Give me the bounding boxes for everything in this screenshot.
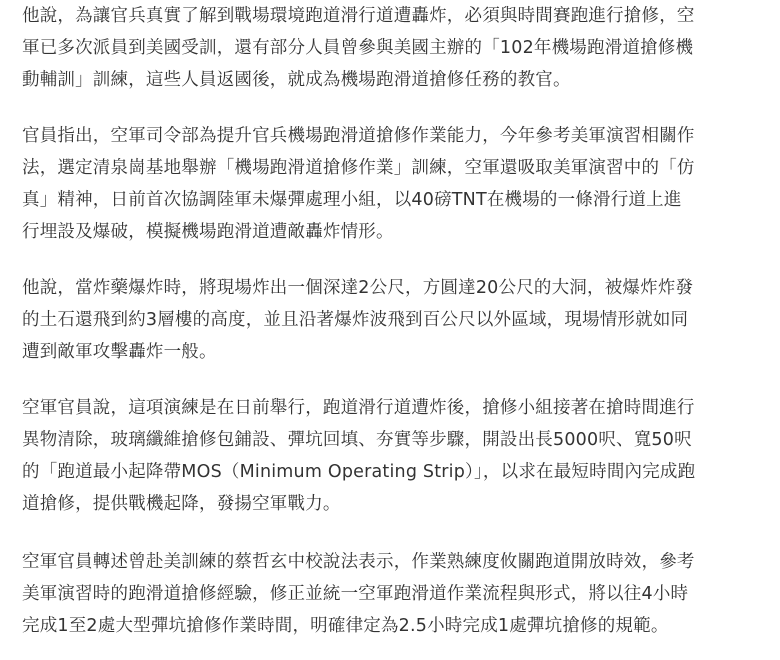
paragraph-line: 真」精神，日前首次協調陸軍未爆彈處理小組，以40磅TNT在機場的一條滑行道上進 [22, 190, 682, 210]
paragraph-line: 行埋設及爆破，模擬機場跑滑道遭敵轟炸情形。 [22, 222, 394, 242]
paragraph-line: 道搶修，提供戰機起降，發揚空軍戰力。 [22, 494, 341, 514]
paragraph-line: 他說，為讓官兵真實了解到戰場環境跑道滑行道遭轟炸，必須與時間賽跑進行搶修，空 [22, 6, 695, 26]
paragraph-3 [0, 272, 780, 368]
paragraph-line: 動輔訓」訓練，這些人員返國後，就成為機場跑滑道搶修任務的教官。 [22, 70, 571, 90]
paragraph-line: 的土石還飛到約3層樓的高度，並且沿著爆炸波飛到百公尺以外區域，現場情形就如同 [22, 310, 689, 330]
paragraph-line: 空軍官員說，這項演練是在日前舉行，跑道滑行道遭炸後，搶修小組接著在搶時間進行 [22, 398, 695, 418]
paragraph-line: 官員指出，空軍司令部為提升官兵機場跑滑道搶修作業能力，今年參考美軍演習相關作 [22, 126, 695, 146]
paragraph-5 [0, 546, 780, 642]
paragraph-1 [0, 0, 780, 96]
paragraph-4 [0, 392, 780, 520]
paragraph-line: 軍已多次派員到美國受訓，還有部分人員曾參與美國主辦的「102年機場跑滑道搶修機 [22, 38, 694, 58]
paragraph-line: 美軍演習時的跑滑道搶修經驗，修正並統一空軍跑滑道作業流程與形式，將以往4小時 [22, 584, 689, 604]
paragraph-line: 法，選定清泉崗基地舉辦「機場跑滑道搶修作業」訓練，空軍還吸取美軍演習中的「仿 [22, 158, 695, 178]
paragraph-line: 遭到敵軍攻擊轟炸一般。 [22, 342, 217, 362]
paragraph-line: 的「跑道最小起降帶MOS（Minimum Operating Strip）」，以求在最短時間內完成跑 [22, 462, 696, 482]
paragraph-line: 空軍官員轉述曾赴美訓練的蔡哲玄中校說法表示，作業熟練度攸關跑道開放時效，參考 [22, 552, 695, 572]
paragraph-line: 他說，當炸藥爆炸時，將現場炸出一個深達2公尺，方圓達20公尺的大洞，被爆炸炸發 [22, 278, 694, 298]
paragraph-line: 異物清除，玻璃纖維搶修包鋪設、彈坑回填、夯實等步驟，開設出長5000呎、寬50呎 [22, 430, 692, 450]
paragraph-2 [0, 120, 780, 248]
paragraph-line: 完成1至2處大型彈坑搶修作業時間，明確律定為2.5小時完成1處彈坑搶修的規範。 [22, 616, 669, 636]
